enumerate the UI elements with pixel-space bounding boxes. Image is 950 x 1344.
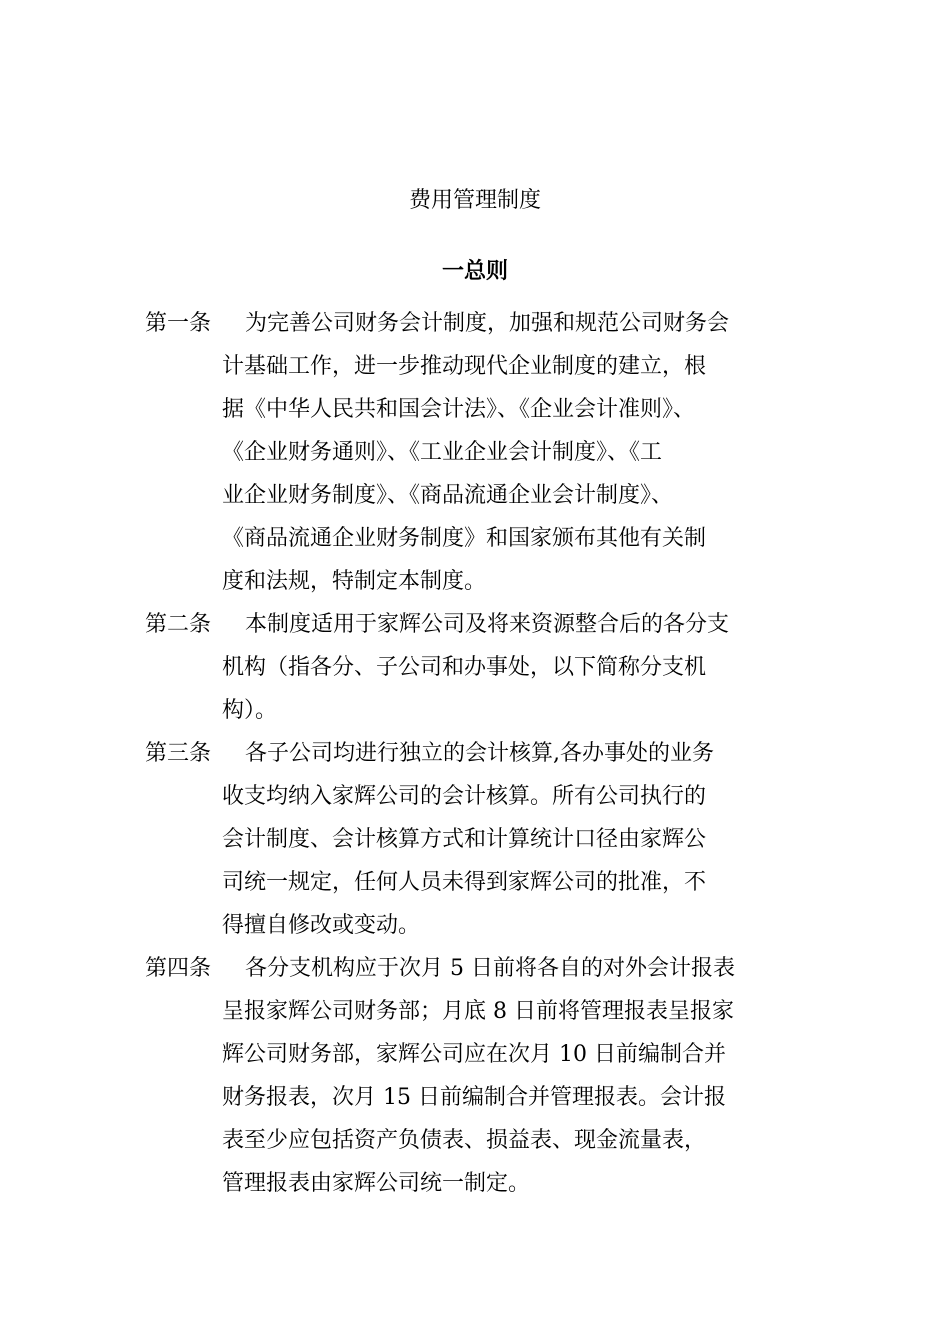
article-line: 《商品流通企业财务制度》和国家颁布其他有关制 bbox=[222, 526, 707, 551]
article-line: 《企业财务通则》、《工业企业会计制度》、《工 bbox=[222, 440, 663, 465]
article-line: 本制度适用于家辉公司及将来资源整合后的各分支 bbox=[245, 612, 730, 637]
article-label: 第一条 bbox=[145, 311, 212, 336]
article-2 bbox=[145, 603, 810, 732]
article-line: 得擅自修改或变动。 bbox=[222, 913, 421, 938]
article-line: 计基础工作，进一步推动现代企业制度的建立，根 bbox=[222, 354, 707, 379]
article-line: 辉公司财务部，家辉公司应在次月 10 日前编制合并 bbox=[222, 1042, 726, 1067]
article-line: 司统一规定，任何人员未得到家辉公司的批准，不 bbox=[222, 870, 707, 895]
article-line: 度和法规，特制定本制度。 bbox=[222, 569, 487, 594]
article-line: 会计制度、会计核算方式和计算统计口径由家辉公 bbox=[222, 827, 707, 852]
article-line: 管理报表由家辉公司统一制定。 bbox=[222, 1171, 531, 1196]
article-4 bbox=[145, 947, 810, 1205]
article-line: 收支均纳入家辉公司的会计核算。所有公司执行的 bbox=[222, 784, 707, 809]
article-line: 财务报表，次月 15 日前编制合并管理报表。会计报 bbox=[222, 1085, 726, 1110]
article-3 bbox=[145, 732, 810, 947]
article-label: 第四条 bbox=[145, 956, 212, 981]
article-label: 第三条 bbox=[145, 741, 212, 766]
article-line: 呈报家辉公司财务部；月底 8 日前将管理报表呈报家 bbox=[222, 999, 734, 1024]
article-label: 第二条 bbox=[145, 612, 212, 637]
article-1 bbox=[145, 302, 810, 603]
article-line: 构）。 bbox=[222, 698, 278, 723]
article-line: 表至少应包括资产负债表、损益表、现金流量表， bbox=[222, 1128, 707, 1153]
article-line: 机构（指各分、子公司和办事处，以下简称分支机 bbox=[222, 655, 707, 680]
section-heading: 一总则 bbox=[441, 259, 508, 284]
article-line: 业企业财务制度》、《商品流通企业会计制度》、 bbox=[222, 483, 674, 508]
article-line: 各子公司均进行独立的会计核算,各办事处的业务 bbox=[245, 741, 714, 766]
article-list bbox=[145, 302, 810, 1205]
document-title: 费用管理制度 bbox=[408, 188, 541, 213]
article-line: 据《中华人民共和国会计法》、《企业会计准则》、 bbox=[222, 397, 696, 422]
article-line: 为完善公司财务会计制度，加强和规范公司财务会 bbox=[245, 311, 730, 336]
article-line: 各分支机构应于次月 5 日前将各自的对外会计报表 bbox=[245, 956, 735, 981]
